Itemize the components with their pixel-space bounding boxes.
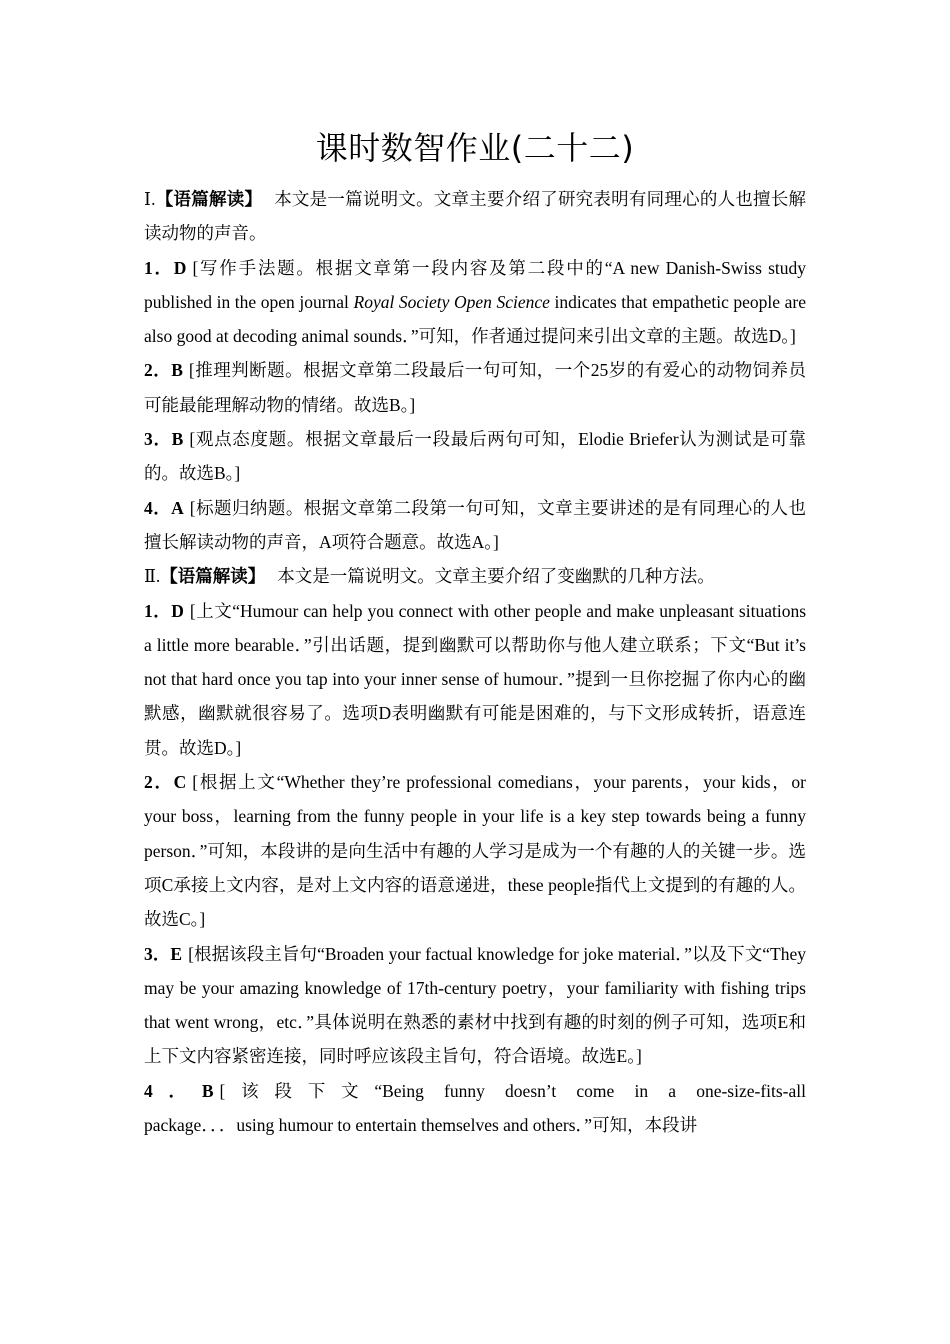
explanation-text: [根据上文“Whether they’re professional comedians，your parents，your kids，or your boss，learning from the funny people in your life is a key step towards being a funny person．”可知，本段讲的是向生活中有趣的人学习是成为一个有趣的人的关键一步。选项C承接上文内容，是对上文内容的语意递进，these people指代上文提到的有趣的人。故选C。] [144,772,807,930]
question-number: 1． [144,257,174,278]
explanation-text: [观点态度题。根据文章最后一段最后两句可知，Elodie Briefer认为测试是可靠的。故选B。] [144,429,807,484]
explanation-text: [根据该段主旨句“Broaden your factual knowledge for joke material．”以及下文“They may be your amazing knowledge of 17th-century poetry，your familiarity with fishing trips that went wrong，etc．”具体说明在熟悉的素材中找到有趣的时刻的例子可知，选项E和上下文内容紧密连接，同时呼应该段主旨句，符合语境。故选E。] [144,943,807,1067]
section-2-summary: 本文是一篇说明文。文章主要介绍了变幽默的几种方法。 [277,566,715,587]
section-1-summary: 本文是一篇说明文。文章主要介绍了研究表明有同理心的人也擅长解读动物的声音。 [144,189,807,244]
answer-letter: C [173,772,187,793]
explanation-text-cont: indicates that empathetic people are also good at decoding animal sounds．”可知，作者通过提问来引出文章的主题。故选D。] [144,291,806,347]
question-number: 3． [144,429,172,450]
answer-letter: A [171,497,184,518]
answer-letter: D [171,600,184,621]
explanation-text-cont: package．．．using humour to entertain themselves and others．”可知，本段讲 [144,1115,698,1136]
answer-letter: B [171,429,184,450]
explanation-text: [该段下文“Being funny doesn’t come in a one-size-fits-all [219,1080,807,1101]
explanation-text: [标题归纳题。根据文章第二段第一句可知，文章主要讲述的是有同理心的人也擅长解读动物的声音，A项符合题意。故选A。] [144,497,806,552]
s2-answer-2 [144,765,806,936]
answer-letter: B [201,1080,214,1101]
journal-name: Royal Society Open Science [353,291,550,312]
section-2-label: Ⅱ. [144,566,161,587]
s1-answer-2 [144,353,806,422]
question-number: 3． [144,943,171,964]
explanation-text: [上文“Humour can help you connect with other people and make unpleasant situations a little more bearable．”引出话题，提到幽默可以帮助你与他人建立联系；下文“But it’s not that hard once you tap into your inner sense of humour．”提到一旦你挖掘了你内心的幽默感，幽默就很容易了。选项D表明幽默有可能是困难的，与下文形成转折，语意连贯。故选D。] [144,600,807,758]
page-title: 课时数智作业(二十二) [315,129,635,167]
section-1-label: Ⅰ. [144,189,156,209]
question-number: 1． [144,600,172,621]
s1-answer-1 [144,251,806,354]
section-1-intro [144,182,806,251]
s2-answer-1 [144,594,806,765]
section-1-tag: 【语篇解读】 [155,189,263,209]
section-2-intro [144,559,806,593]
section-2-tag: 【语篇解读】 [160,566,266,587]
question-number: 2． [144,360,172,381]
s1-answer-4 [144,491,806,560]
s2-answer-3 [144,937,806,1074]
answer-letter: D [173,257,187,278]
answer-key-body [144,182,806,1142]
answer-letter: E [170,943,183,964]
s1-answer-3 [144,422,806,491]
question-number: 2． [144,772,174,793]
explanation-text: [推理判断题。根据文章第二段最后一句可知，一个25岁的有爱心的动物饲养员可能最能理解动物的情绪。故选B。] [144,360,807,415]
answer-letter: B [171,360,183,381]
explanation-text: [写作手法题。根据文章第一段内容及第二段中的“A new Danish-Swiss study published in the open journal [144,257,806,312]
question-number: 4． [144,1080,202,1101]
s2-answer-4-cont [144,1108,806,1142]
s2-answer-4 [144,1074,806,1108]
question-number: 4． [144,497,172,518]
